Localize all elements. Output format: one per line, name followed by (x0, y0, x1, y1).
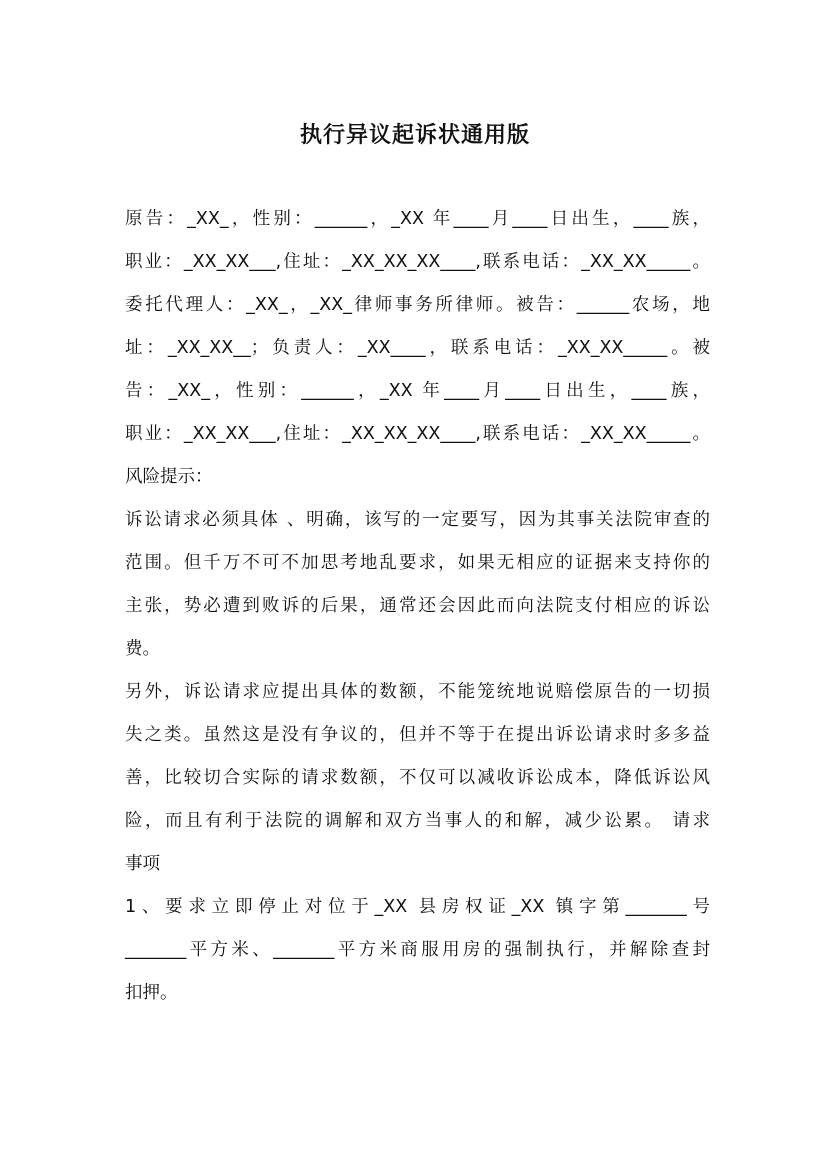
text-line: 另外，诉讼请求应提出具体的数额，不能笼统地说赔偿原告的一切损 (125, 682, 710, 702)
document-title: 执行异议起诉状通用版 (299, 123, 530, 148)
text-line: 范围。但千万不可不加思考地乱要求，如果无相应的证据来支持你的 (125, 553, 710, 573)
text-line: 诉讼请求必须具体 、明确，该写的一定要写，因为其事关法院审查的 (125, 510, 710, 530)
text-line: 职业：_XX_XX___,住址：_XX_XX_XX____,联系电话：_XX_XX_____。 (125, 424, 710, 444)
text-line: 事项 (125, 854, 160, 874)
text-line: 原告：_XX_，性别：______，_XX 年____月____日出生，____族， (125, 209, 711, 229)
text-line: 善，比较切合实际的请求数额，不仅可以减收诉讼成本，降低诉讼风 (125, 768, 710, 788)
text-line: 险，而且有利于法院的调解和双方当事人的和解，减少讼累。 请求 (125, 811, 710, 831)
text-line: 委托代理人：_XX_，_XX_律师事务所律师。被告：______农场，地 (125, 295, 710, 315)
text-line: 职业：_XX_XX___,住址：_XX_XX_XX____,联系电话：_XX_XX_____。 (125, 252, 710, 272)
text-line: 址：_XX_XX__；负责人：_XX____，联系电话：_XX_XX_____。被 (125, 338, 710, 358)
text-line: 费。 (125, 639, 160, 659)
text-line: _______平方米、_______平方米商服用房的强制执行，并解除查封 (125, 940, 710, 960)
text-line: 失之类。虽然这是没有争议的，但并不等于在提出诉讼请求时多多益 (125, 725, 710, 745)
document-body (125, 198, 710, 1015)
text-line: 风险提示： (125, 467, 213, 487)
text-line: 主张，势必遭到败诉的后果，通常还会因此而向法院支付相应的诉讼 (125, 596, 710, 616)
text-line: 扣押。 (125, 983, 178, 1003)
text-line: 告：_XX_，性别：______，_XX 年____月____日出生，____族， (125, 381, 710, 401)
text-line: 1、要求立即停止对位于_XX 县房权证_XX 镇字第_______号 (125, 897, 710, 917)
